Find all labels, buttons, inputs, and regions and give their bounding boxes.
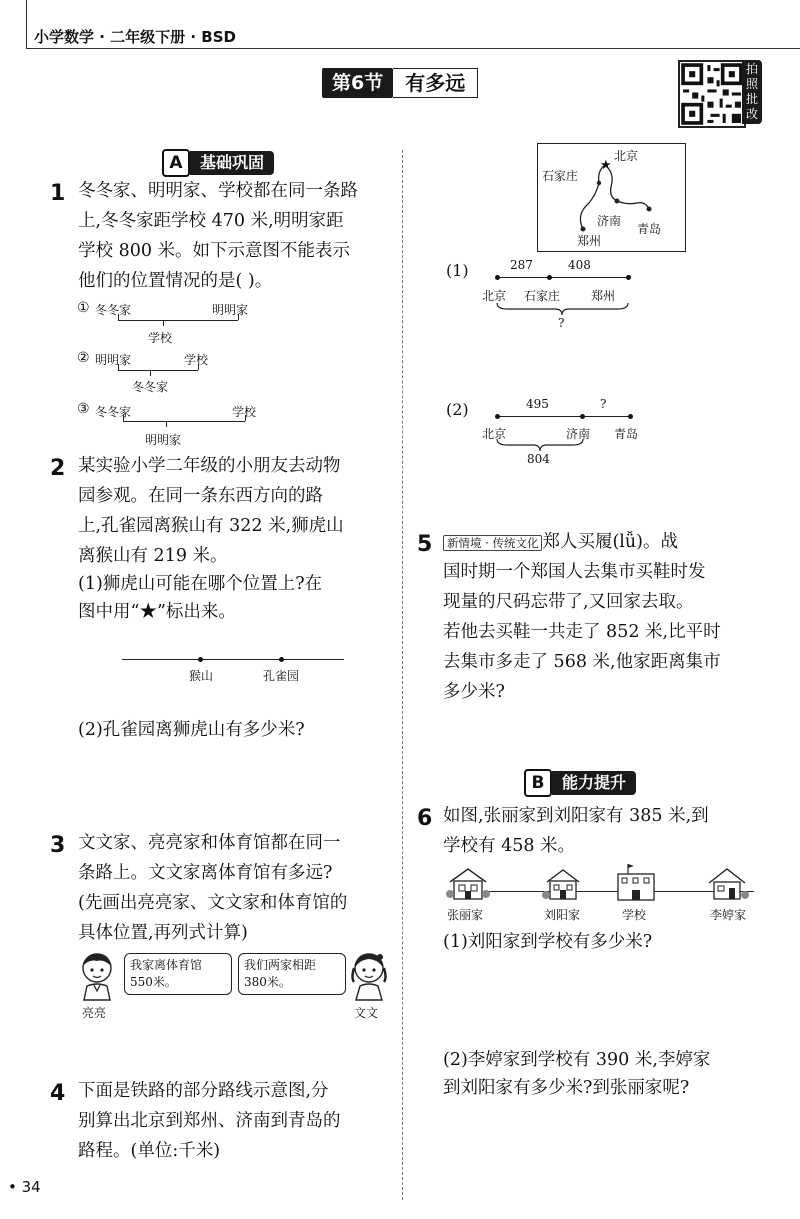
q1-option-1-right: 明明家	[212, 303, 249, 317]
tick	[198, 364, 199, 370]
q1-option-3-line	[123, 421, 245, 422]
q3-bubble-wenwen	[238, 953, 346, 995]
point-jinan	[580, 414, 585, 419]
tick	[163, 320, 164, 326]
section-label: 第6节	[322, 68, 393, 98]
q1-line: 学校 800 米。如下示意图不能表示	[78, 241, 351, 261]
q5-line: 国时期一个郑国人去集市买鞋时发	[443, 562, 706, 582]
q1-option-1-below: 学校	[148, 331, 173, 345]
q2-text	[78, 451, 344, 571]
tick	[118, 364, 119, 370]
section-heading	[322, 68, 478, 98]
house-zhangli-icon	[446, 866, 490, 902]
q4-number: 4	[50, 1081, 66, 1106]
q4-d1-place-1: 北京	[482, 289, 507, 303]
map-label-qingdao: 青岛	[637, 222, 662, 236]
q6-sub2-line: 到刘阳家有多少米?到张丽家呢?	[443, 1078, 690, 1098]
q5-line: 去集市多走了 568 米,他家距离集市	[443, 652, 721, 672]
school-building-icon	[614, 862, 658, 902]
q4-line: 路程。(单位:千米)	[78, 1141, 221, 1161]
q2-line: 离猴山有 219 米。	[78, 546, 228, 566]
header-rule	[26, 48, 800, 49]
girl-wenwen-icon	[346, 950, 392, 1002]
q6-place-liting: 李婷家	[710, 908, 747, 922]
q1-text	[78, 176, 358, 296]
q4-d2-label: (2)	[446, 400, 469, 419]
qr-code-icon[interactable]	[678, 60, 746, 128]
tick	[245, 415, 246, 421]
q1-line: 冬冬家、明明家、学校都在同一条路	[78, 181, 358, 201]
q5-line: 若他去买鞋一共走了 852 米,比平时	[443, 622, 721, 642]
q4-d1-brace	[495, 302, 630, 316]
q5-line: 多少米?	[443, 682, 505, 702]
q3-name-liangliang: 亮亮	[82, 1006, 107, 1020]
q4-d1-place-3: 郑州	[591, 289, 616, 303]
q2-label-monkey-hill: 猴山	[189, 669, 214, 683]
q4-d1-label: (1)	[446, 261, 469, 280]
q6-sub1: (1)刘阳家到学校有多少米?	[443, 932, 653, 952]
q4-line: 下面是铁路的部分路线示意图,分	[78, 1081, 329, 1101]
section-title: 有多远	[393, 68, 478, 98]
q4-d2-value-1: 495	[526, 397, 549, 411]
column-divider	[402, 150, 403, 1200]
map-label-beijing: 北京	[614, 149, 639, 163]
q5-text	[443, 557, 721, 707]
bubble-line: 我们两家相距	[244, 958, 317, 972]
q6-text	[443, 801, 709, 861]
q1-option-1-left: 冬冬家	[95, 303, 132, 317]
q1-option-2-left: 明明家	[95, 353, 132, 367]
q4-d1-value-1: 287	[510, 258, 533, 272]
tick	[166, 421, 167, 427]
q1-option-3-mark: ③	[77, 401, 90, 417]
q1-option-1-line	[118, 320, 238, 321]
tick	[238, 314, 239, 320]
q6-line: 如图,张丽家到刘阳家有 385 米,到	[443, 806, 709, 826]
q3-line: 文文家、亮亮家和体育馆都在同一	[78, 833, 341, 853]
q4-d2-place-2: 济南	[566, 427, 591, 441]
q6-sub2-line: (2)李婷家到学校有 390 米,李婷家	[443, 1050, 711, 1070]
q4-d2-place-3: 青岛	[614, 427, 639, 441]
q1-number: 1	[50, 181, 66, 206]
q5-context-tag: 新情境 · 传统文化	[443, 535, 542, 551]
q4-d1-place-2: 石家庄	[524, 289, 561, 303]
q3-bubble-liangliang	[124, 953, 232, 995]
q4-d1-value-2: 408	[568, 258, 591, 272]
bubble-line: 380米。	[244, 975, 291, 989]
part-a-title: 基础巩固	[190, 151, 274, 175]
q1-option-1-mark: ①	[77, 300, 90, 316]
q1-option-2-line	[118, 370, 198, 371]
q1-option-3-below: 明明家	[145, 433, 182, 447]
boy-liangliang-icon	[74, 950, 120, 1002]
q6-sub2	[443, 1046, 710, 1102]
q1-option-2-mark: ②	[77, 350, 90, 366]
q4-d2-brace	[495, 438, 585, 452]
q5-number: 5	[417, 532, 433, 557]
q5-line: 郑人买履(lǚ)。战	[542, 532, 678, 552]
q4-d1-question: ?	[558, 316, 565, 330]
q3-line: 具体位置,再列式计算)	[78, 923, 248, 943]
q1-option-2-below: 冬冬家	[132, 380, 169, 394]
q2-answer-area[interactable]	[78, 750, 388, 820]
q3-number: 3	[50, 833, 66, 858]
point-qingdao	[628, 414, 633, 419]
map-label-jinan: 济南	[597, 214, 622, 228]
q1-option-3-left: 冬冬家	[95, 405, 132, 419]
q6-line: 学校有 458 米。	[443, 836, 576, 856]
part-b-title: 能力提升	[552, 771, 636, 795]
q4-d1-line	[497, 277, 629, 278]
q3-line: (先画出亮亮家、文文家和体育馆的	[78, 893, 348, 913]
q1-line: 上,冬冬家距学校 470 米,明明家距	[78, 211, 344, 231]
q2-sub1-line: 图中用“★”标出来。	[78, 602, 236, 622]
q2-sub1	[78, 570, 322, 626]
monkey-hill-point	[198, 657, 203, 662]
photo-grade-tab[interactable]: 拍照批改	[742, 60, 762, 124]
bubble-line: 550米。	[130, 975, 177, 989]
house-liuyang-icon	[541, 866, 585, 902]
q2-number: 2	[50, 456, 66, 481]
q1-option-3-right: 学校	[232, 405, 257, 419]
corner-mark	[0, 0, 27, 48]
point-zhengzhou	[626, 275, 631, 280]
q4-line: 别算出北京到郑州、济南到青岛的	[78, 1111, 341, 1131]
tick	[118, 314, 119, 320]
q2-road-line[interactable]	[122, 659, 344, 660]
tick	[150, 370, 151, 376]
part-b-badge	[524, 770, 636, 796]
q6-number: 6	[417, 806, 433, 831]
q4-text	[78, 1076, 341, 1166]
map-label-shijiazhuang: 石家庄	[542, 169, 579, 183]
q4-d2-total: 804	[527, 452, 550, 466]
q2-label-peacock-garden: 孔雀园	[263, 669, 300, 683]
q2-line: 上,孔雀园离猴山有 322 米,狮虎山	[78, 516, 344, 536]
q6-place-school: 学校	[622, 908, 647, 922]
q3-line: 条路上。文文家离体育馆有多远?	[78, 863, 333, 883]
q1-line: 他们的位置情况的是( )。	[78, 271, 273, 291]
q2-sub1-line: (1)狮虎山可能在哪个位置上?在	[78, 574, 323, 594]
q3-name-wenwen: 文文	[354, 1006, 379, 1020]
q6-place-liuyang: 刘阳家	[544, 908, 581, 922]
q2-line: 某实验小学二年级的小朋友去动物	[78, 456, 341, 476]
q4-d2-place-1: 北京	[482, 427, 507, 441]
bubble-line: 我家离体育馆	[130, 958, 203, 972]
part-b-letter: B	[524, 769, 552, 797]
point-shijiazhuang	[547, 275, 552, 280]
q6-place-zhangli: 张丽家	[447, 908, 484, 922]
point-beijing	[495, 414, 500, 419]
q5-line: 现量的尺码忘带了,又回家去取。	[443, 592, 694, 612]
q1-option-2-right: 学校	[184, 353, 209, 367]
q4-d2-value-2: ?	[600, 397, 607, 411]
q2-line: 园参观。在同一条东西方向的路	[78, 486, 323, 506]
page-number: • 34	[8, 1178, 41, 1196]
point-beijing	[495, 275, 500, 280]
tick	[123, 415, 124, 421]
map-label-zhengzhou: 郑州	[577, 234, 602, 248]
q5-first-line	[443, 527, 678, 558]
peacock-garden-point	[279, 657, 284, 662]
q3-text	[78, 828, 347, 948]
part-a-badge	[162, 150, 274, 176]
q4-d2-line	[497, 416, 631, 417]
q2-sub2: (2)孔雀园离狮虎山有多少米?	[78, 720, 305, 740]
running-header: 小学数学 · 二年级下册 · BSD	[34, 28, 236, 46]
house-liting-icon	[705, 866, 749, 902]
star-icon: ★	[600, 158, 612, 173]
part-a-letter: A	[162, 149, 190, 177]
